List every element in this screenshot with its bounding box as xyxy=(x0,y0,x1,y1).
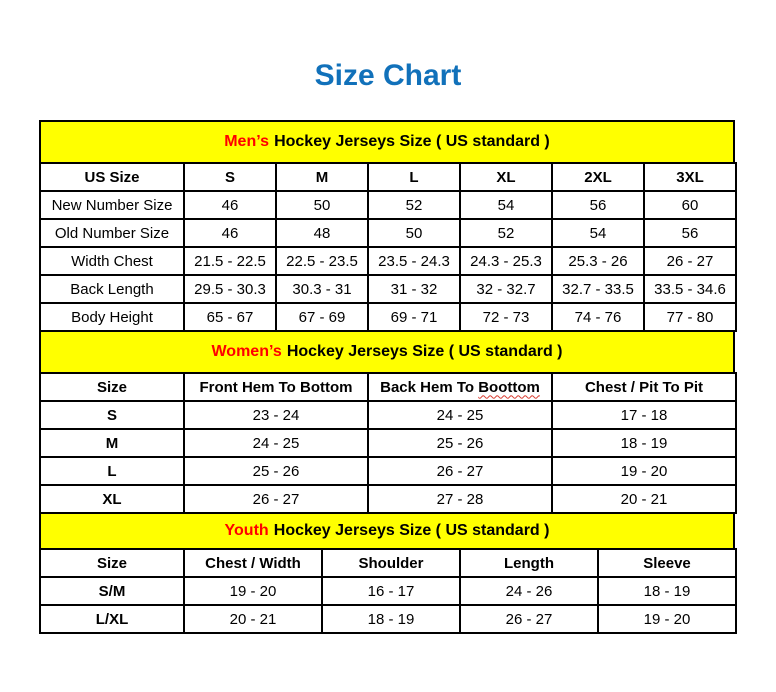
size-value: 24 - 26 xyxy=(460,577,598,605)
column-header: S xyxy=(184,163,276,191)
size-value: 18 - 19 xyxy=(552,429,736,457)
table-row xyxy=(40,429,736,457)
row-label: S/M xyxy=(40,577,184,605)
size-value: 18 - 19 xyxy=(322,605,460,633)
womens-heading-highlight: Women’s xyxy=(211,343,282,360)
mens-heading-text: Hockey Jerseys Size ( US standard ) xyxy=(274,133,550,150)
youth-section-header xyxy=(39,512,735,548)
size-value: 25 - 26 xyxy=(368,429,552,457)
column-header: XL xyxy=(460,163,552,191)
size-value: 19 - 20 xyxy=(598,605,736,633)
row-label: Width Chest xyxy=(40,247,184,275)
column-header: Size xyxy=(40,549,184,577)
row-label: Back Length xyxy=(40,275,184,303)
youth-heading-highlight: Youth xyxy=(224,522,269,539)
column-header: Shoulder xyxy=(322,549,460,577)
womens-size-table xyxy=(39,372,737,514)
size-value: 69 - 71 xyxy=(368,303,460,331)
size-value: 25 - 26 xyxy=(184,457,368,485)
size-value: 46 xyxy=(184,191,276,219)
size-value: 20 - 21 xyxy=(184,605,322,633)
size-value: 54 xyxy=(460,191,552,219)
section-youth xyxy=(39,512,735,634)
column-header: Back Hem To Boottom xyxy=(368,373,552,401)
size-value: 32.7 - 33.5 xyxy=(552,275,644,303)
column-header-row xyxy=(40,549,736,577)
womens-heading-text: Hockey Jerseys Size ( US standard ) xyxy=(286,343,563,360)
table-row xyxy=(40,577,736,605)
column-header: Size xyxy=(40,373,184,401)
row-label: Old Number Size xyxy=(40,219,184,247)
row-label: XL xyxy=(40,485,184,513)
size-value: 31 - 32 xyxy=(368,275,460,303)
size-value: 33.5 - 34.6 xyxy=(644,275,736,303)
size-value: 19 - 20 xyxy=(552,457,736,485)
size-value: 23.5 - 24.3 xyxy=(368,247,460,275)
misspelled-word: Boottom xyxy=(478,378,540,396)
youth-heading-text: Hockey Jerseys Size ( US standard ) xyxy=(273,522,550,539)
size-value: 25.3 - 26 xyxy=(552,247,644,275)
row-label: L xyxy=(40,457,184,485)
size-value: 77 - 80 xyxy=(644,303,736,331)
youth-size-table xyxy=(39,548,737,634)
column-header-row xyxy=(40,373,736,401)
size-value: 50 xyxy=(368,219,460,247)
size-value: 52 xyxy=(368,191,460,219)
column-header: Length xyxy=(460,549,598,577)
size-chart xyxy=(39,120,735,634)
size-value: 48 xyxy=(276,219,368,247)
column-header-row xyxy=(40,163,736,191)
size-value: 20 - 21 xyxy=(552,485,736,513)
size-value: 24 - 25 xyxy=(184,429,368,457)
column-header: 3XL xyxy=(644,163,736,191)
size-value: 52 xyxy=(460,219,552,247)
size-value: 17 - 18 xyxy=(552,401,736,429)
size-value: 26 - 27 xyxy=(184,485,368,513)
page-title: Size Chart xyxy=(314,59,462,92)
size-value: 50 xyxy=(276,191,368,219)
size-value: 19 - 20 xyxy=(184,577,322,605)
section-womens xyxy=(39,330,735,514)
size-value: 26 - 27 xyxy=(460,605,598,633)
table-row xyxy=(40,247,736,275)
size-value: 24 - 25 xyxy=(368,401,552,429)
row-label: L/XL xyxy=(40,605,184,633)
row-label: New Number Size xyxy=(40,191,184,219)
size-value: 65 - 67 xyxy=(184,303,276,331)
column-header: US Size xyxy=(40,163,184,191)
size-value: 72 - 73 xyxy=(460,303,552,331)
column-header: 2XL xyxy=(552,163,644,191)
table-row xyxy=(40,485,736,513)
size-value: 60 xyxy=(644,191,736,219)
mens-section-header xyxy=(39,120,735,162)
table-row xyxy=(40,303,736,331)
row-label: Body Height xyxy=(40,303,184,331)
size-value: 21.5 - 22.5 xyxy=(184,247,276,275)
size-value: 30.3 - 31 xyxy=(276,275,368,303)
row-label: M xyxy=(40,429,184,457)
womens-section-header xyxy=(39,330,735,372)
table-row xyxy=(40,457,736,485)
size-value: 23 - 24 xyxy=(184,401,368,429)
mens-size-table xyxy=(39,162,737,332)
size-value: 29.5 - 30.3 xyxy=(184,275,276,303)
table-row xyxy=(40,605,736,633)
size-value: 26 - 27 xyxy=(368,457,552,485)
size-value: 56 xyxy=(644,219,736,247)
column-header: Front Hem To Bottom xyxy=(184,373,368,401)
column-header: M xyxy=(276,163,368,191)
size-value: 27 - 28 xyxy=(368,485,552,513)
section-mens xyxy=(39,120,735,332)
mens-heading-highlight: Men’s xyxy=(224,133,269,150)
table-row xyxy=(40,191,736,219)
size-value: 74 - 76 xyxy=(552,303,644,331)
size-value: 26 - 27 xyxy=(644,247,736,275)
column-header: Chest / Width xyxy=(184,549,322,577)
size-value: 18 - 19 xyxy=(598,577,736,605)
column-header: L xyxy=(368,163,460,191)
size-value: 46 xyxy=(184,219,276,247)
size-value: 67 - 69 xyxy=(276,303,368,331)
size-value: 24.3 - 25.3 xyxy=(460,247,552,275)
size-value: 54 xyxy=(552,219,644,247)
row-label: S xyxy=(40,401,184,429)
table-row xyxy=(40,275,736,303)
table-row xyxy=(40,219,736,247)
column-header: Chest / Pit To Pit xyxy=(552,373,736,401)
table-row xyxy=(40,401,736,429)
size-value: 32 - 32.7 xyxy=(460,275,552,303)
size-value: 56 xyxy=(552,191,644,219)
size-value: 16 - 17 xyxy=(322,577,460,605)
column-header: Sleeve xyxy=(598,549,736,577)
size-value: 22.5 - 23.5 xyxy=(276,247,368,275)
